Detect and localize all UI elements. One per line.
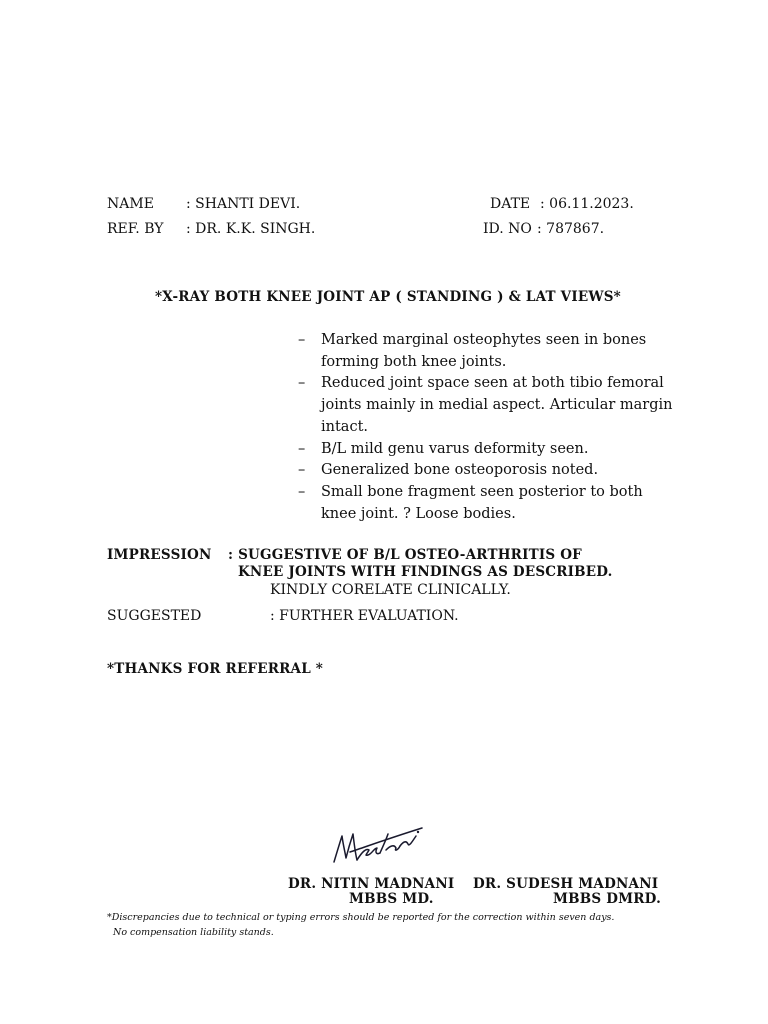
bullet-dash: – (298, 462, 306, 479)
name-value: : SHANTI DEVI. (186, 196, 301, 212)
signatory-1-degree: MBBS MD. (349, 891, 434, 907)
impression-line-1: : SUGGESTIVE OF B/L OSTEO-ARTHRITIS OF (228, 547, 582, 563)
suggested-value: : FURTHER EVALUATION. (270, 608, 459, 624)
finding-item (298, 330, 678, 373)
report-title: *X-RAY BOTH KNEE JOINT AP ( STANDING ) & LAT VIEWS* (155, 289, 621, 305)
disclaimer-line-2: No compensation liability stands. (113, 927, 274, 938)
bullet-dash: – (298, 483, 306, 500)
refby-label: REF. BY (107, 221, 164, 237)
signatory-2-degree: MBBS DMRD. (553, 891, 662, 907)
signatory-2-name: DR. SUDESH MADNANI (473, 876, 659, 892)
impression-line-3: KINDLY CORELATE CLINICALLY. (270, 582, 511, 598)
impression-line-2: KNEE JOINTS WITH FINDINGS AS DESCRIBED. (238, 564, 613, 580)
disclaimer-line-1: *Discrepancies due to technical or typing errors should be reported for the correction within seven days. (107, 912, 615, 923)
bullet-dash: – (298, 375, 306, 392)
findings-list (298, 330, 678, 525)
refby-value: : DR. K.K. SINGH. (186, 221, 316, 237)
bullet-dash: – (298, 332, 306, 348)
finding-text: Small bone fragment seen posterior to both knee joint. ? Loose bodies. (321, 483, 643, 522)
finding-item (298, 373, 678, 438)
handwritten-signature (328, 822, 428, 870)
finding-text: Generalized bone osteoporosis noted. (321, 462, 599, 479)
date-label: DATE (490, 196, 531, 212)
suggested-label: SUGGESTED (107, 608, 202, 624)
name-label: NAME (107, 196, 154, 212)
finding-item (298, 460, 678, 482)
signatory-1-name: DR. NITIN MADNANI (288, 876, 455, 892)
date-value: : 06.11.2023. (540, 196, 634, 212)
finding-text: Marked marginal osteophytes seen in bones forming both knee joints. (321, 332, 647, 370)
finding-text: B/L mild genu varus deformity seen. (321, 440, 589, 457)
id-label: ID. NO (483, 221, 532, 237)
thanks-note: *THANKS FOR REFERRAL * (107, 661, 324, 677)
impression-label: IMPRESSION (107, 547, 212, 563)
finding-item (298, 439, 678, 461)
bullet-dash: – (298, 440, 306, 457)
id-value: : 787867. (537, 221, 605, 237)
finding-text: Reduced joint space seen at both tibio femoral joints mainly in medial aspect. Articular margin intact. (321, 375, 673, 435)
finding-item (298, 482, 678, 525)
